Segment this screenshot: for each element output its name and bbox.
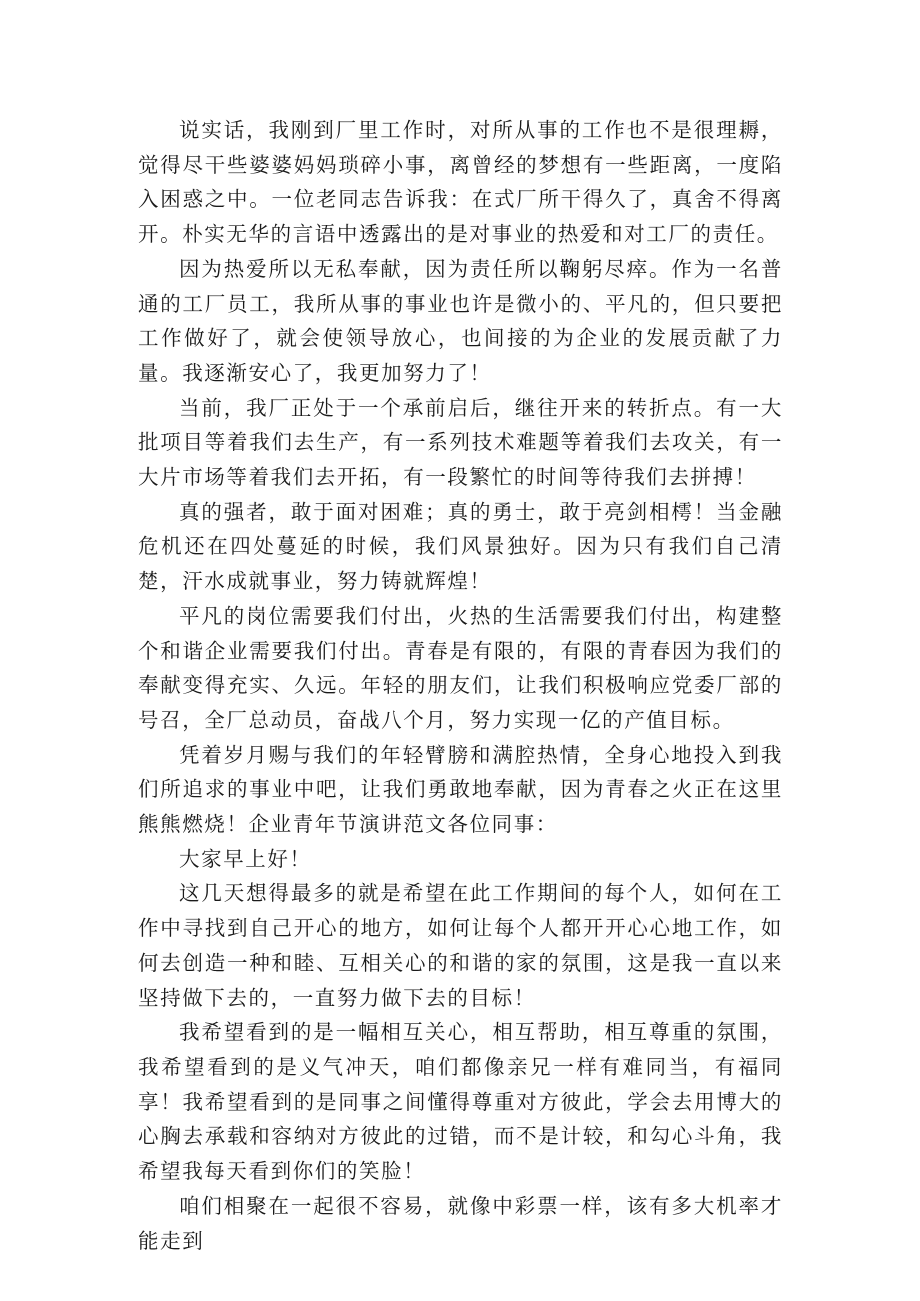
paragraph-4: 真的强者，敢于面对困难；真的勇士，敢于亮剑相樗！当金融危机还在四处蔓延的时候，我们风景独好。因为只有我们自己清楚，汗水成就事业，努力铸就辉煌！: [138, 499, 783, 594]
document-page: [138, 113, 783, 1258]
paragraph-10: 咱们相聚在一起很不容易，就像中彩票一样，该有多大机率才能走到: [138, 1193, 783, 1253]
paragraph-5: 平凡的岗位需要我们付出，火热的生活需要我们付出，构建整个和谐企业需要我们付出。青春是有限的，有限的青春因为我们的奉献变得充实、久远。年轻的朋友们，让我们积极响应党委厂部的号召，全厂总动员，奋战八个月，努力实现一亿的产值目标。: [138, 603, 783, 732]
paragraph-7: 大家早上好！: [179, 846, 312, 871]
paragraph-2: 因为热爱所以无私奉献，因为责任所以鞠躬尽瘁。作为一名普通的工厂员工，我所从事的事业也许是微小的、平凡的，但只要把工作做好了，就会使领导放心，也间接的为企业的发展贡献了力量。我逐渐安心了，我更加努力了！: [138, 256, 783, 385]
paragraph-1: 说实话，我刚到厂里工作时，对所从事的工作也不是很理耨，觉得尽干些婆婆妈妈琐碎小事，离曾经的梦想有一些距离，一度陷入困惑之中。一位老同志告诉我：在式厂所干得久了，真舍不得离开。朴实无华的言语中透露出的是对事业的热爱和对工厂的责任。: [138, 118, 783, 247]
paragraph-3: 当前，我厂正处于一个承前启后，继往开来的转折点。有一大批项目等着我们去生产，有一系列技术难题等着我们去攻关，有一大片市场等着我们去开拓，有一段繁忙的时间等待我们去拼搏！: [138, 395, 783, 490]
paragraph-6: 凭着岁月赐与我们的年轻臂膀和满腔热情，全身心地投入到我们所追求的事业中吧，让我们勇敢地奉献，因为青春之火正在这里熊熊燃烧！企业青年节演讲范文各位同事：: [138, 742, 783, 837]
paragraph-8: 这几天想得最多的就是希望在此工作期间的每个人，如何在工作中寻找到自己开心的地方，如何让每个人都开开心心地工作，如何去创造一种和睦、互相关心的和谐的家的氛围，这是我一直以来坚持做下去的，一直努力做下去的目标！: [138, 881, 783, 1010]
paragraph-9: 我希望看到的是一幅相互关心，相互帮助，相互尊重的氛围，我希望看到的是义气冲天，咱们都像亲兄一样有难同当，有福同享！我希望看到的是同事之间懂得尊重对方彼此，学会去用博大的心胸去承载和容纳对方彼此的过错，而不是计较，和勾心斗角，我希望我每天看到你们的笑脸！: [138, 1020, 783, 1184]
